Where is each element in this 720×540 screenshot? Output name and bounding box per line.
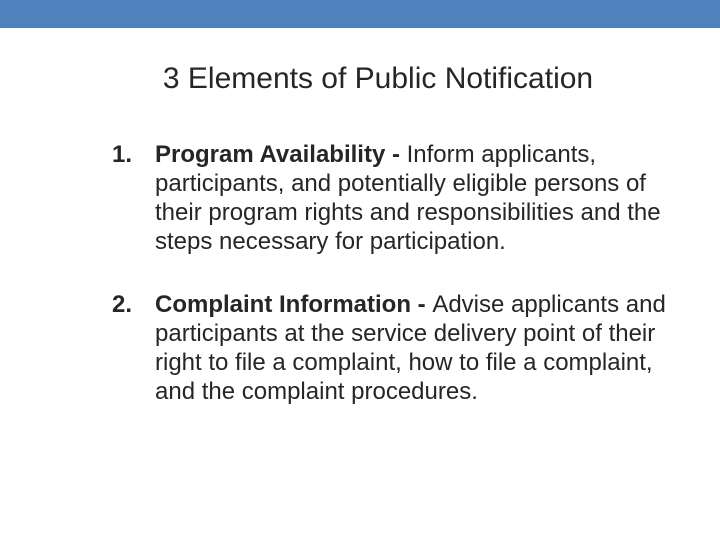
item-number: 1. (112, 141, 133, 168)
item-term (155, 141, 407, 168)
item-term (155, 291, 432, 318)
item-term-label: Complaint Information (155, 291, 411, 318)
list-item-program-availability (112, 140, 672, 256)
slide-title: 3 Elements of Public Notification (162, 62, 594, 95)
item-separator: - (410, 291, 433, 318)
item-term-label: Program Availability (155, 141, 386, 168)
top-accent-bar (0, 0, 720, 28)
item-description: Advise applicants and participants at the service delivery point of their right to file a complaint, how to file a complaint, and the complaint procedures. (155, 291, 666, 405)
item-description: Inform applicants, participants, and potentially eligible persons of their program rights and responsibilities and the steps necessary for participation. (155, 141, 661, 255)
item-separator: - (385, 141, 407, 168)
list-item-complaint-information (112, 290, 672, 406)
item-number: 2. (112, 291, 133, 318)
elements-list (112, 140, 672, 406)
